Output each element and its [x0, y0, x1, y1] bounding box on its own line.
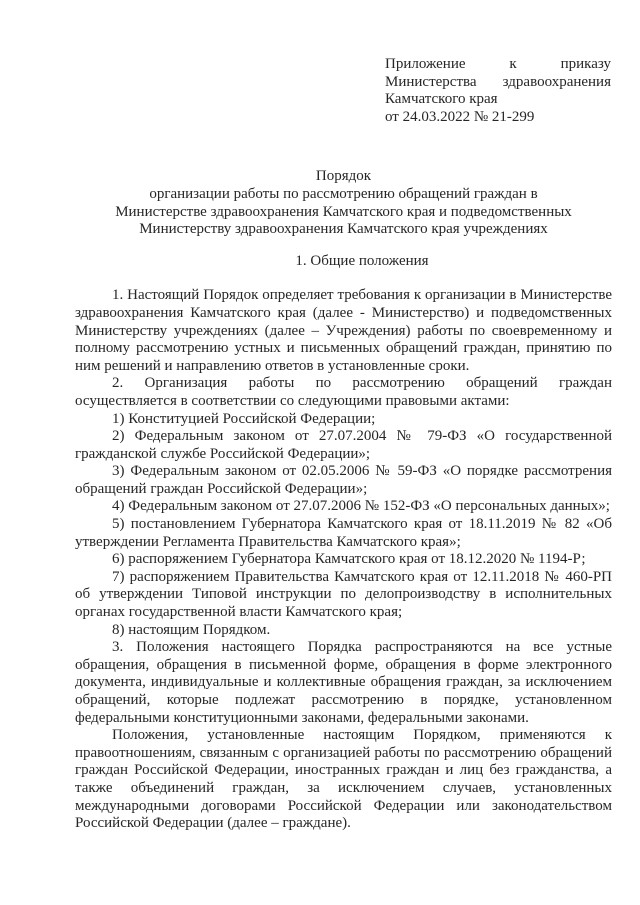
title-line-2: организации работы по рассмотрению обращений граждан в: [149, 185, 538, 202]
appendix-block: [385, 56, 611, 126]
section-heading: 1. Общие положения: [295, 252, 429, 269]
title-line-4: Министерству здравоохранения Камчатского края учреждениях: [139, 221, 548, 238]
paragraph-1: 1. Настоящий Порядок определяет требования к организации в Министерстве здравоохранения Камчатского края (далее - Министерство) и подведомственных Министерству учреждениях (далее – Учреждения) работы по своевременному и полному рассмотрению устных и письменных обращений граждан, принятию по ним решений и направлению ответов в установленные сроки.: [75, 287, 612, 374]
list-item-7: 7) распоряжением Правительства Камчатского края от 12.11.2018 № 460-РП об утверждении Типовой инструкции по делопроизводству в исполнительных органах государственной власти Камчатского края;: [75, 568, 612, 621]
document-body: [75, 287, 612, 832]
title-line-1: Порядок: [315, 168, 372, 185]
document-title: [75, 168, 612, 238]
list-item-5: 5) постановлением Губернатора Камчатского края от 18.11.2019 № 82 «Об утверждении Регламента Правительства Камчатского края»;: [75, 516, 612, 550]
appendix-date: от 24.03.2022 № 21-299: [385, 108, 535, 125]
title-line-3: Министерстве здравоохранения Камчатского края и подведомственных: [115, 203, 572, 220]
list-item-3: 3) Федеральным законом от 02.05.2006 № 59-ФЗ «О порядке рассмотрения обращений граждан Российской Федерации»;: [75, 463, 612, 497]
paragraph-2: 2. Организация работы по рассмотрению обращений граждан осуществляется в соответствии со следующими правовыми актами:: [75, 375, 612, 409]
list-item-4: 4) Федеральным законом от 27.07.2006 № 152-ФЗ «О персональных данных»;: [112, 498, 610, 515]
list-item-8: 8) настоящим Порядком.: [112, 621, 271, 638]
list-item-1: 1) Конституцией Российской Федерации;: [112, 410, 376, 427]
paragraph-4: Положения, установленные настоящим Порядком, применяются к правоотношениям, связанным с организацией работы по рассмотрению обращений граждан Российской Федерации, иностранных граждан и лиц без гражданства, а также объединений граждан, за исключением случаев, установленных международными договорами Российской Федерации или законодательством Российской Федерации (далее – граждане).: [75, 727, 612, 832]
list-item-6: 6) распоряжением Губернатора Камчатского края от 18.12.2020 № 1194-Р;: [112, 551, 586, 568]
appendix-reference: Приложение к приказу Министерства здравоохранения Камчатского края: [385, 56, 611, 108]
list-item-2: 2) Федеральным законом от 27.07.2004 № 79-ФЗ «О государственной гражданской службе Российской Федерации»;: [75, 428, 612, 462]
paragraph-3: 3. Положения настоящего Порядка распространяются на все устные обращения, обращения в письменной форме, обращения в форме электронного документа, индивидуальные и коллективные обращения граждан, за исключением обращений, которые подлежат рассмотрению в порядке, установленном федеральными конституционными законами, федеральными законами.: [75, 639, 612, 726]
